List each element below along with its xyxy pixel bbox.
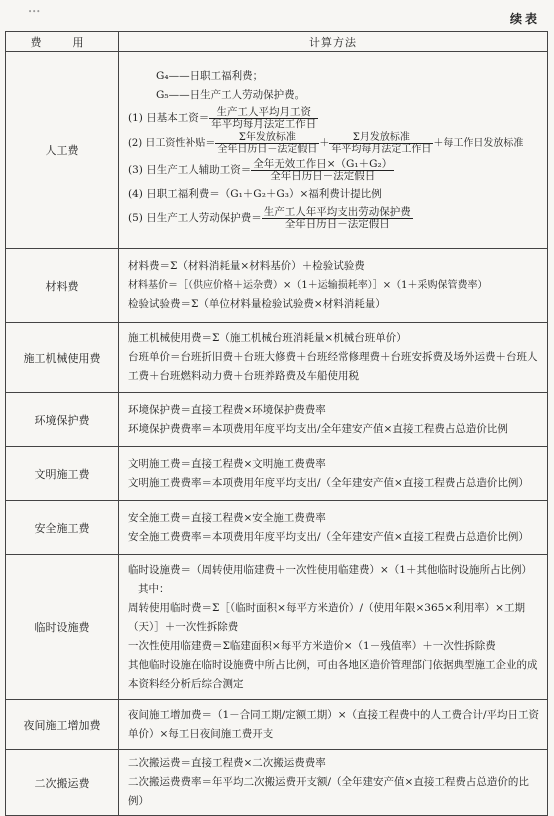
f5-fraction	[262, 207, 413, 230]
corner-mark: •••	[28, 8, 41, 16]
header-row	[6, 32, 548, 52]
row-method-material	[119, 249, 548, 323]
row-name-temporary: 临时设施费	[6, 555, 119, 700]
row-name-environment: 环境保护费	[6, 393, 119, 447]
header-method: 计算方法	[119, 32, 548, 52]
f2-fraction-2	[329, 132, 433, 155]
safety-line-2: 安全施工费费率＝本项费用年度平均支出/（全年建安产值×直接工程费占总造价比例）	[128, 530, 529, 543]
temporary-line-5: 其他临时设施在临时设施费中所占比例，可由各地区造价管理部门依据典型施工企业的成本资料经分析后综合测定	[128, 658, 538, 690]
f1-numerator: 生产工人平均月工资	[209, 107, 318, 119]
row-method-temporary	[119, 555, 548, 700]
temporary-line-3: 周转使用临时费＝Σ［（临时面积×每平方米造价）/（使用年限×365×利用率）×工期（天）］＋一次性拆除费	[128, 601, 525, 633]
temporary-line-2: 其中：	[138, 582, 170, 595]
f2-numerator-2: Σ月发放标准	[329, 132, 433, 144]
row-name-labor: 人工费	[6, 52, 119, 249]
labor-formula-4: (4) 日职工福利费＝（G₁＋G₂＋G₃）×福利费计提比例	[128, 188, 382, 200]
row-name-material: 材料费	[6, 249, 119, 323]
civilized-line-2: 文明施工费费率＝本项费用年度平均支出/（全年建安产值×直接工程费占总造价比例）	[128, 476, 529, 489]
f1-fraction	[209, 107, 318, 130]
header-fee: 费 用	[6, 32, 119, 52]
row-method-labor	[119, 52, 548, 249]
machinery-line-2: 台班单价＝台班折旧费＋台班大修费＋台班经常修理费＋台班安拆费及场外运费＋台班人工费＋台班燃料动力费＋台班养路费及车船使用税	[128, 351, 538, 382]
f3-label: (3) 日生产工人辅助工资＝	[128, 164, 252, 176]
secondary-line-2: 二次搬运费费率＝年平均二次搬运费开支额/（全年建安产值×直接工程费占总造价的比例）	[128, 776, 529, 807]
labor-formula-3	[128, 157, 540, 183]
f5-label: (5) 日生产工人劳动保护费＝	[128, 212, 262, 224]
table-row-temporary	[6, 555, 548, 700]
labor-g4: G₄——日职工福利费；	[156, 70, 264, 82]
table-row-secondary	[6, 750, 548, 816]
material-line-1: 材料费＝Σ（材料消耗量×材料基价）＋检验试验费	[128, 260, 365, 272]
civilized-line-1: 文明施工费＝直接工程费×文明施工费费率	[128, 457, 326, 470]
row-name-machinery: 施工机械使用费	[6, 323, 119, 393]
row-method-machinery	[119, 323, 548, 393]
material-line-3: 检验试验费＝Σ（单位材料量检验试验费×材料消耗量）	[128, 298, 386, 310]
f5-numerator: 生产工人年平均支出劳动保护费	[263, 205, 411, 218]
table-row-environment	[6, 393, 548, 447]
night-line-1: 夜间施工增加费＝（1－合同工期/定额工期）×（直接工程费中的人工费合计/平均日工资单价）×每工日夜间施工费开支	[128, 708, 540, 740]
continued-label: 续表	[509, 12, 540, 26]
labor-formula-2	[128, 131, 540, 157]
f2-tail: ＋每工作日发放标准	[433, 138, 524, 149]
row-name-secondary: 二次搬运费	[6, 750, 119, 816]
row-name-civilized: 文明施工费	[6, 447, 119, 501]
row-name-safety: 安全施工费	[6, 501, 119, 555]
table-row-civilized	[6, 447, 548, 501]
machinery-line-1: 施工机械使用费＝Σ（施工机械台班消耗量×机械台班单价）	[128, 332, 407, 344]
row-method-night	[119, 700, 548, 750]
f1-label: (1) 日基本工资＝	[128, 112, 210, 124]
table-row-material	[6, 249, 548, 323]
table-row-machinery	[6, 323, 548, 393]
f2-denominator-2: 年平均每月法定工作日	[331, 144, 432, 155]
f1-denominator: 年平均每月法定工作日	[211, 117, 317, 130]
row-name-night: 夜间施工增加费	[6, 700, 119, 750]
table-row-night	[6, 700, 548, 750]
labor-formula-1	[128, 105, 540, 131]
cost-table	[5, 31, 548, 816]
temporary-line-4: 一次性使用临建费＝Σ临建面积×每平方米造价×（1－残值率）＋一次性拆除费	[128, 639, 496, 652]
labor-formula-5	[128, 205, 540, 231]
environment-line-2: 环境保护费费率＝本项费用年度平均支出/全年建安产值×直接工程费占总造价比例	[128, 422, 508, 435]
f3-numerator: 全年无效工作日×（G₁＋G₂）	[253, 157, 393, 170]
row-method-environment	[119, 393, 548, 447]
secondary-line-1: 二次搬运费＝直接工程费×二次搬运费费率	[128, 757, 326, 769]
safety-line-1: 安全施工费＝直接工程费×安全施工费费率	[128, 511, 326, 524]
temporary-line-1: 临时设施费＝（周转使用临建费＋一次性使用临建费）×（1＋其他临时设施所占比例）	[128, 563, 532, 576]
table-row-labor	[6, 52, 548, 249]
f3-fraction	[251, 159, 394, 182]
row-method-secondary	[119, 750, 548, 816]
row-method-safety	[119, 501, 548, 555]
material-line-2: 材料基价＝［（供应价格＋运杂费）×（1＋运输损耗率）］×（1＋采购保管费率）	[128, 280, 488, 291]
f2-denominator-1: 全年日历日－法定假日	[217, 144, 318, 155]
f5-denominator: 全年日历日－法定假日	[284, 217, 390, 230]
f2-plus: ＋	[319, 138, 330, 149]
row-method-civilized	[119, 447, 548, 501]
table-row-safety	[6, 501, 548, 555]
environment-line-1: 环境保护费＝直接工程费×环境保护费费率	[128, 403, 326, 416]
f2-fraction-1	[215, 132, 319, 155]
f2-label: (2) 日工资性补贴＝	[128, 138, 216, 149]
f3-denominator: 全年日历日－法定假日	[270, 169, 376, 182]
f2-numerator-1: Σ年发放标准	[215, 132, 319, 144]
labor-g5: G₅——日生产工人劳动保护费。	[156, 89, 306, 101]
